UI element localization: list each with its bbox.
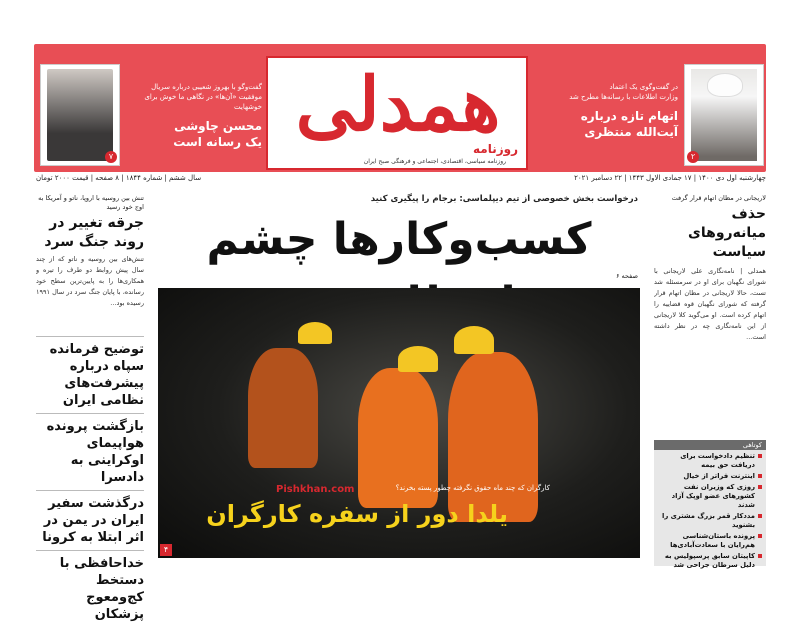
teaser-right-photo — [684, 64, 764, 166]
logo — [266, 56, 528, 170]
teaser-left-kicker-2: موفقیت «آن‌ها» در نگاهی ما خوش برای خوشهایت — [144, 93, 262, 111]
turban-shape — [707, 73, 743, 97]
worker-figure — [248, 348, 318, 468]
watermark: Pishkhan.com — [276, 484, 355, 495]
left-item-5-title: خداحافظی با دستخط کج‌ومعوج پزشکان — [59, 556, 144, 622]
main-page-reference: صفحه ۶ — [615, 272, 638, 280]
left-item-2[interactable] — [36, 336, 144, 409]
left-item-4-title: درگذشت سفیر ایران در یمن در اثر ابتلا به کرونا — [42, 496, 144, 545]
brief-item[interactable]: مددکار قمر بزرگ مشتری را بشنوید — [658, 512, 762, 530]
logo-tagline: روزنامه سیاسی، اقتصادی، اجتماعی و فرهنگی صبح ایران — [363, 158, 506, 165]
left-body: تنش‌های بین روسیه و ناتو که از چند سال پیش روابط دو طرف را تیره و همکاری‌ها را به پایین‌ترین سطح خود رسانده، با پایان جنگ سرد در سال ۱۹۹۱ رسیده بود... — [36, 255, 144, 307]
left-item-2-title: توضیح فرمانده سپاه درباره پیشرفت‌های نظامی ایران — [49, 342, 144, 408]
dateline-issue: سال ششم | شماره ۱۸۴۴ | ۸ صفحه | قیمت ۲۰۰۰ تومان — [36, 174, 202, 182]
teaser-left[interactable] — [122, 82, 262, 150]
left-item-3-title: بازگشت پرونده هواپیمای اوکراینی به دادسرا — [46, 419, 144, 485]
teaser-left-title-1: محسن چاوشی — [174, 119, 262, 133]
main-story — [154, 192, 644, 564]
helmet-shape — [398, 346, 438, 372]
main-supra-headline: درخواست بخش خصوصی از تیم دیپلماسی: برجام را پیگیری کنید — [370, 194, 638, 204]
brief-item[interactable]: کاپیتان سابق پرسپولیس به دلیل سرطان جراحی شد — [658, 552, 762, 570]
teaser-right-kicker-1: در گفت‌وگوی یک اعتماد — [609, 83, 678, 91]
left-column — [36, 194, 144, 623]
worker-figure — [448, 352, 538, 522]
teaser-left-kicker-1: گفت‌وگو با بهروز شعیبی درباره سریال — [151, 83, 262, 91]
photo-caption[interactable]: یلدا دور از سفره کارگران — [206, 500, 508, 528]
teaser-right[interactable] — [560, 82, 678, 140]
brief-item[interactable]: تنظیم دادخواست برای دریافت حق بیمه — [658, 452, 762, 470]
helmet-shape — [454, 326, 494, 354]
main-headline[interactable]: کسب‌وکارها چشم — [206, 214, 592, 265]
briefs-list — [654, 450, 766, 574]
helmet-shape — [298, 322, 332, 344]
briefs-box — [654, 440, 766, 569]
teaser-right-title-2: آیت‌الله منتظری — [584, 125, 678, 139]
portrait-image — [47, 69, 113, 161]
right-headline[interactable]: حذف میانه‌روهای سیاست — [688, 206, 766, 260]
left-item-3[interactable] — [36, 413, 144, 486]
right-column — [654, 194, 766, 446]
logo-wordmark: همدلی — [295, 62, 501, 148]
brief-item[interactable]: پرونده باستان‌شناسی هم‌رایان با سعادت‌آبادی‌ها — [658, 532, 762, 550]
logo-subtitle: روزنامه — [473, 142, 518, 156]
teaser-right-title-1: اتهام تازه درباره — [580, 109, 678, 123]
dateline-date: چهارشنبه اول دی ۱۴۰۰ | ۱۷ جمادی الاول ۱۴۴۳ | ۲۲ دسامبر ۲۰۲۱ — [574, 174, 766, 182]
right-kicker: لاریجانی در مظان اتهام قرار گرفت — [671, 194, 766, 202]
teaser-left-page-number: ۷ — [105, 151, 117, 163]
left-item-4[interactable] — [36, 490, 144, 546]
left-kicker: تنش بین روسیه با اروپا، ناتو و آمریکا به اوج خود رسید — [38, 194, 144, 211]
photo-page-number: ۴ — [160, 544, 172, 556]
brief-item[interactable]: روزی که وزیران نفت کشورهای عضو اوپک آزاد شدند — [658, 483, 762, 510]
teaser-right-kicker-2: وزارت اطلاعات با رسانه‌ها مطرح شد — [569, 93, 678, 101]
left-item-5[interactable] — [36, 550, 144, 623]
brief-item[interactable]: اینترنت فراتر از خیال — [658, 472, 762, 481]
briefs-title: کوتاهی — [654, 440, 766, 450]
main-photo — [158, 288, 640, 558]
teaser-left-photo — [40, 64, 120, 166]
teaser-left-title-2: یک رسانه است — [173, 135, 262, 149]
teaser-right-page-number: ۲ — [687, 151, 699, 163]
right-body: همدلی | نامه‌نگاری علی لاریجانی با شورای نگهبان برای او در سرمسئله شد تست، حالا لاریجانی در مظان اتهام قرار گرفته که شورای نگهبان قوه قضاییه را اتهام کرده است. او می‌گوید کلا لاریجانی از این نامه‌نگاری چه در نظر داشته است... — [654, 267, 766, 341]
left-headline[interactable]: جرقه تغییر در روند جنگ سرد — [44, 215, 144, 250]
photo-caption-kicker: کارگران که چند ماه حقوق نگرفته چطور پسته بخرند؟ — [395, 484, 550, 492]
